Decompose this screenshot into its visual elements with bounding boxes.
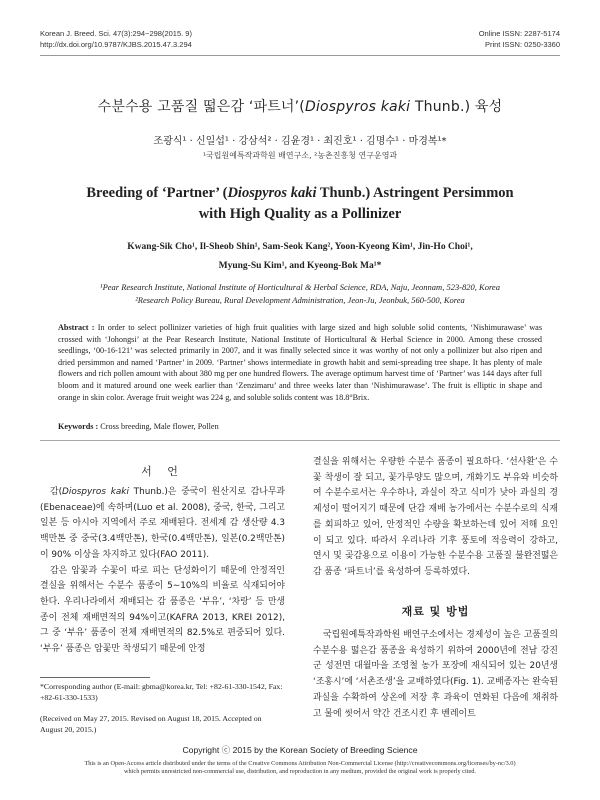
abstract-label: Abstract : — [58, 323, 95, 332]
introduction-continued — [313, 455, 558, 581]
abstract — [58, 322, 542, 403]
introduction-body — [40, 485, 285, 658]
corresponding-author-note: *Corresponding author (E-mail: gbma@korea.kr, Tel: +82-61-330-1542, Fax: +82-61-330-1533) — [40, 682, 283, 702]
section-heading-methods: 재료 및 방법 — [401, 605, 470, 618]
methods-paragraph-1: 국립원예특작과학원 배연구소에서는 경제성이 높은 고품질의 수분수용 떫은감 품종을 육성하기 위하여 2000년에 전남 강진군 성전면 대월마을 조영철 농가 포장에 재식되어 있는 20년생 ‘조홍시’에 ‘서촌조생’을 교배하였다(Fig. 1). 교배종자는 완숙된 과실을 수확하여 상온에 저장 후 과육이 연화된 다음에 채취하고 물에 씻어서 약간 건조시킨 후 벤레이트 — [313, 630, 558, 719]
intro-paragraph-3: 결실을 위해서는 우량한 수분수 품종이 필요하다. ‘선사환’은 수꽃 착생이 잘 되고, 꽃가루양도 많으며, 개화기도 부유와 비슷하여 수분수로서는 우수하나, 과실이 작고 식미가 낮아 과실의 경제성이 떨어지기 때문에 단감 재배 농가에서는 수분수로의 식재를 회피하고 있어, 안정적인 수량을 확보하는데 있어 저해 요인이 되고 있다. 따라서 우리나라 기후 풍토에 적응력이 강하고, 연시 및 곶감용으로 이용이 가능한 수분수용 고품질 불완전떫은감 품종 ‘파트너’를 육성하여 등록하였다. — [313, 457, 558, 577]
english-authors: Kwang-Sik Cho¹, Il-Sheob Shin¹, Sam-Seok Kang², Yoon-Kyeong Kim¹, Jin-Ho Choi¹, Myung-Su Kim¹, and Kyeong-Bok Ma¹* — [127, 242, 473, 271]
intro-paragraph-2: 감은 암꽃과 수꽃이 따로 피는 단성화이기 때문에 안정적인 결실을 위해서는 수분수 품종이 5∼10%의 비율로 식재되어야 한다. 우리나라에서 재배되는 감 품종은 ‘부유’, ‘차랑’ 등 만생종이 전체 재배면적의 94%이고(KAFRA 2013, KREI 2012), 그 중 ‘부유’ 품종이 전체 재배면적의 82.5%로 편중되어 있다. ‘부유’ 품종은 암꽃만 착생되기 때문에 안정 — [40, 565, 285, 655]
running-header-left — [40, 28, 192, 50]
running-header-right — [479, 28, 560, 50]
korean-authors: 조광식¹ · 신일섭¹ · 강삼석² · 김윤경¹ · 최진호¹ · 김명수¹ · 마경복¹* — [153, 136, 447, 147]
keywords-text: Cross breeding, Male flower, Pollen — [100, 422, 219, 431]
english-affiliations: ¹Pear Research Institute, National Institute of Horticultural & Herbal Science, RDA, Naju, Jeonnam, 523-820, Korea ²Research Policy Bureau, Rural Development Administration, Jeon-Ju, Jeonbuk, 560-500, Korea — [100, 282, 500, 305]
abstract-divider — [40, 440, 560, 441]
footnote-rule — [40, 677, 150, 678]
copyright-line: Copyright ⓒ 2015 by the Korean Society of Breeding Science — [182, 745, 418, 755]
abstract-text: In order to select pollinizer varieties of high fruit qualities with large sized and high soluble solid contents, ‘Nishimurawase’ was crossed with ‘Johongsi’ at the Pear Research Institute, National Institute of Horticultural & Herbal Science in 2000. Among these crossed seedlings, ‘00-16-121’ was selected primarily in 2007, and it was finally selected since it was worthy of not only a pollinizer but also ripen and dried persimmon and named ‘Partner’ in 2009. ‘Partner’ shows intermediate in growth habit and semi-spreading tree shape. It has plenty of male flowers and rich pollen amount with about 380 mg per one hundred flowers. The average optimum harvest time of ‘Partner’ was 144 days after full bloom and it matured around one week earlier than ‘Zenzimaru’ and three weeks later than ‘Nishimurawase’. The fruit is elliptic in shape and orange in skin color. Average fruit weight was 224 g, and soluble solids content was 18.8°Brix. — [58, 323, 543, 402]
keywords — [58, 422, 542, 431]
license-notice: This is an Open-Access article distributed under the terms of the Creative Commons Attribution Non-Commercial License (http://creativecommons.org/licenses/by-nc/3.0) which permits unrestricted non-commercial use, distribution, and reproduction in any medium, provided the original work is properly cited. — [84, 760, 516, 775]
received-dates: (Received on May 27, 2015. Revised on August 18, 2015. Accepted on August 20, 2015.) — [40, 714, 262, 734]
korean-affiliation: ¹국립원예특작과학원 배연구소, ²농촌진흥청 연구운영과 — [202, 151, 398, 160]
methods-body — [313, 628, 558, 722]
section-heading-introduction: 서 언 — [141, 465, 184, 478]
print-issn: Print ISSN: 0250-3360 — [484, 40, 560, 49]
keywords-label: Keywords : — [58, 422, 99, 431]
online-issn: Online ISSN: 2287-5174 — [478, 29, 560, 38]
english-title: Breeding of ‘Partner’ (Diospyros kaki Thunb.) Astringent Persimmon with High Quality as a Pollinizer — [86, 185, 514, 222]
korean-title: 수분수용 고품질 떫은감 ‘파트너’(Diospyros kaki Thunb.) 육성 — [97, 99, 503, 115]
header-divider — [40, 55, 560, 56]
intro-paragraph-1: 감(Diospyros kaki Thunb.)은 중국이 원산지로 감나무과(Ebenaceae)에 속하며(Luo et al. 2008), 중국, 한국, 그리고 일본 등 아시아 지역에서 주로 재배된다. 전세계 감 생산량 4.3백만톤 중 중국(3.4백만톤), 한국(0.4백만톤), 일본(0.2백만톤)이 90% 이상을 차지하고 있다(FAO 2011). — [40, 487, 285, 560]
doi-link[interactable]: http://dx.doi.org/10.9787/KJBS.2015.47.3.294 — [40, 40, 192, 49]
journal-citation: Korean J. Breed. Sci. 47(3):294~298(2015. 9) — [40, 29, 192, 38]
